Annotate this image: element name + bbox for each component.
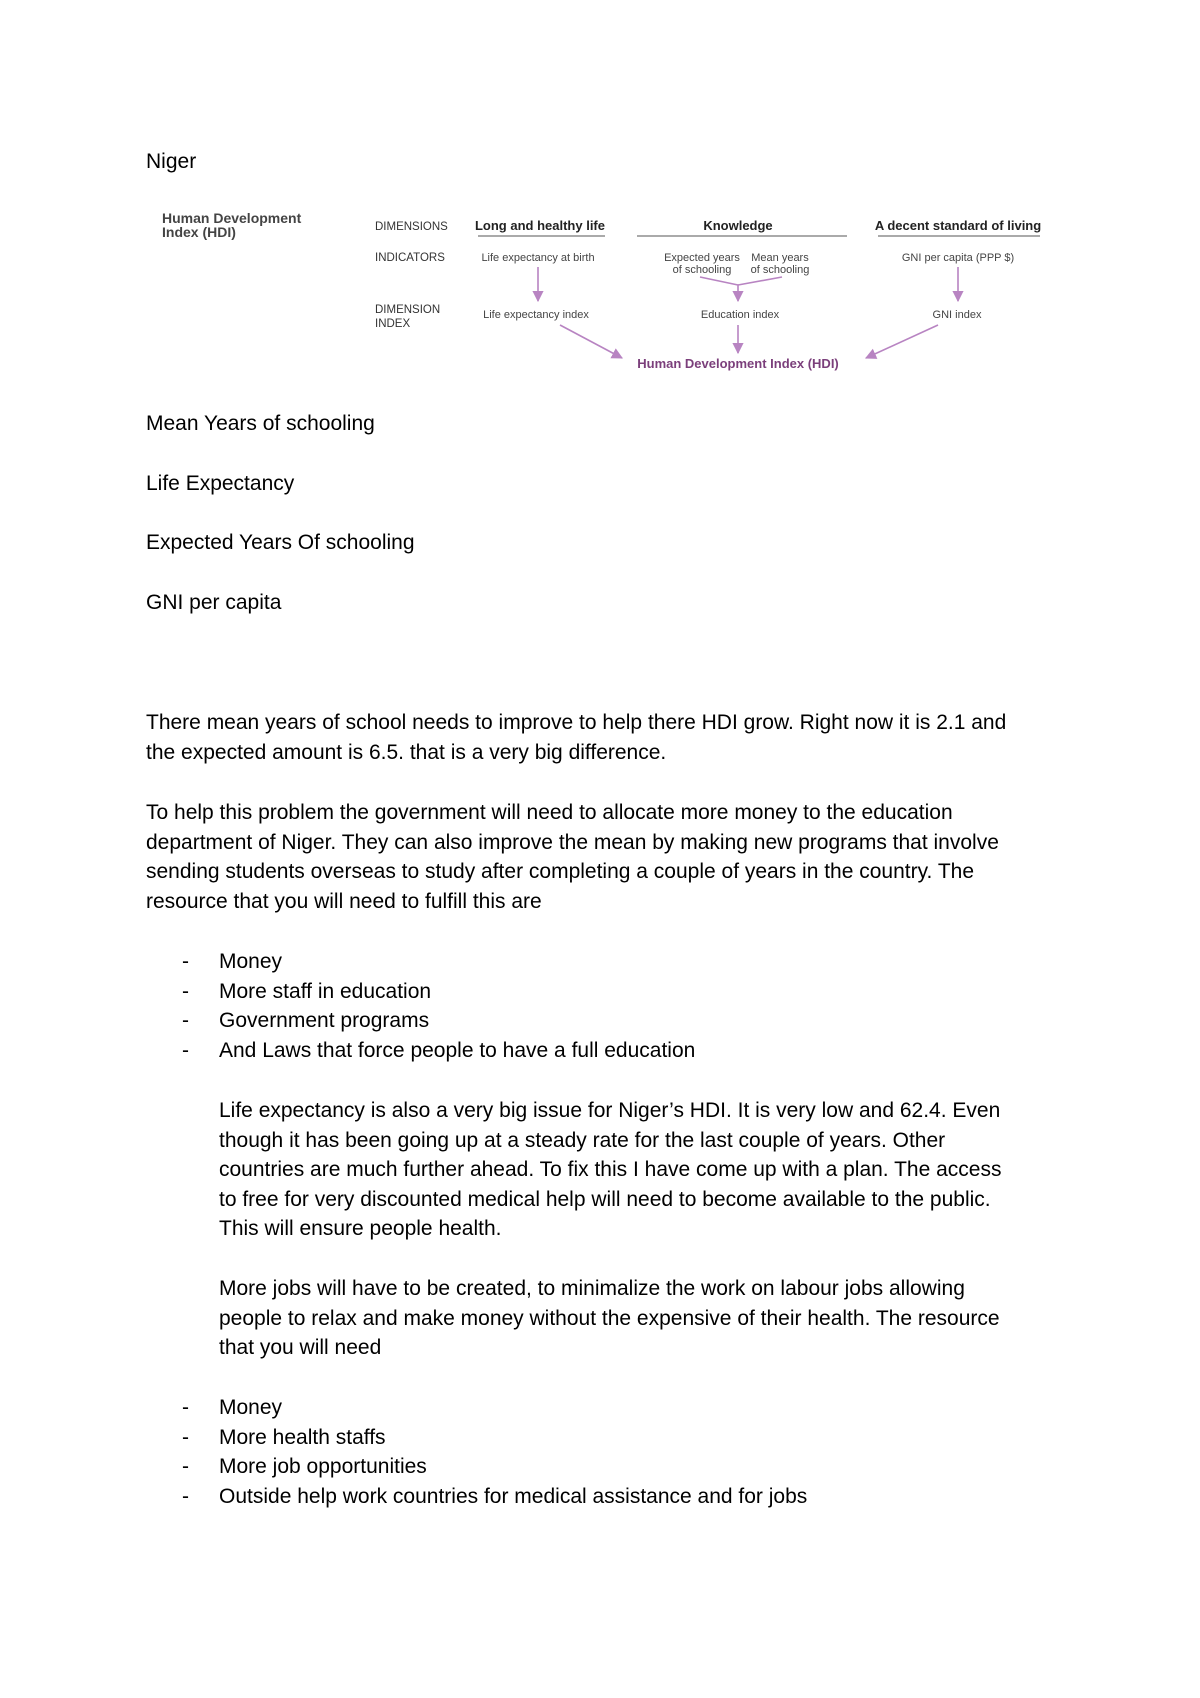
paragraph-line: Life expectancy is also a very big issue for Niger’s HDI. It is very low and 62.4. Even [219,1099,1001,1122]
dimension-standard-of-living: A decent standard of living [874,218,1042,233]
paragraph-line: More jobs will have to be created, to minimalize the work on labour jobs allowing [219,1277,965,1300]
index-life-expectancy: Life expectancy index [483,309,589,321]
indicator-label-list [146,409,415,647]
indicator-expected-years-1: Expected years [664,252,740,264]
bullet-dash: - [182,950,189,973]
row-label-dimension-index-2: INDEX [375,318,411,330]
index-education: Education index [700,309,780,321]
page-title: Niger [146,150,197,173]
row-label-dimension-index-1: DIMENSION [375,304,441,316]
dimension-long-healthy-life: Long and healthy life [474,218,606,233]
index-gni: GNI index [932,309,982,321]
paragraph-life-expectancy [219,1096,1139,1244]
bullet-dash: - [182,1425,189,1449]
label-expected-years: Expected Years Of schooling [146,531,415,554]
dimension-knowledge: Knowledge [703,218,773,233]
arrow-expected-to-index [700,277,738,301]
indicator-mean-years-2: of schooling [750,264,810,276]
paragraph-line: people to relax and make money without the expensive of their health. The resource [219,1306,1000,1330]
bullet-dash: - [182,979,189,1003]
paragraph-line: the expected amount is 6.5. that is a very big difference. [146,740,667,764]
paragraph-line: that you will need [219,1336,382,1359]
paragraph-line: To help this problem the government will need to allocate more money to the education [146,801,953,824]
paragraph-line: resource that you will need to fulfill this are [146,889,542,913]
arrow-mean-to-index [738,277,782,285]
arrow-life-index-to-hdi [560,325,622,358]
paragraph-line: to free for very discounted medical help will need to become available to the public. [219,1187,991,1211]
paragraph-jobs [219,1274,1139,1363]
hdi-title-line1: Human Development [162,210,302,226]
bullet-dash: - [182,1484,189,1508]
arrow-gni-index-to-hdi [866,325,938,358]
paragraph-line: This will ensure people health. [219,1217,502,1240]
paragraph-education-plan [146,798,1066,916]
hdi-result-label: Human Development Index (HDI) [637,356,839,371]
paragraph-line: sending students overseas to study after completing a couple of years in the country. The [146,860,975,883]
paragraph-mean-years [146,708,1066,767]
indicator-expected-years-2: of schooling [672,264,732,276]
label-gni-per-capita: GNI per capita [146,590,282,614]
label-mean-years: Mean Years of schooling [146,412,375,435]
row-label-indicators: INDICATORS [375,252,445,264]
indicator-life-expectancy: Life expectancy at birth [481,252,595,264]
paragraph-line: though it has been going up at a steady rate for the last couple of years. Other [219,1128,946,1152]
indicator-gni: GNI per capita (PPP $) [901,252,1015,264]
label-life-expectancy: Life Expectancy [146,471,295,495]
hdi-title-line2: Index (HDI) [162,224,236,240]
paragraph-line: There mean years of school needs to improve to help there HDI grow. Right now it is 2.1 and [146,711,1007,734]
document-page: Niger Human Development Index (HDI) DIMENSIONS INDICATORS DIMENSION INDEX Long and healthy life Knowledge A decent standard of living Life expectancy at birth Expected years of schooling Mean years of schooling GNI per capita (PPP $) Life expectancy index Education index GNI index Human Development Index (HDI) Mean Years of schooling Life Expectancy Expected Years Of schooling GNI per capita There mean years of school needs to improve to help there HDI grow. Right now it is 2.1 and the expected amount is 6.5. that is a very big difference. To help this problem the government will need to allocate more money to the education department of Niger. They can also improve the mean by making new programs that involve sending students overseas to study after completing a couple of years in the country. The resource that you will need to fulfill this are - Money - More staff in education - Government programs - And Laws that force people to have a full education Life expectancy is also a very big issue for Niger’s HDI. It is very low and 62.4. Even though it has been going up at a steady rate for the last couple of years. Other countries are much further ahead. To fix this I have come up with a plan. The access to free for very discounted medical help will need to become available to the public. This will ensure people health. More jobs will have to be created, to minimalize the work on labour jobs allowing people to relax and make money without the expensive of their health. The resource that you will need - Money - More health staffs - More job opportunities - Outside help work countries for medical assistance and for jobs [0,0,1200,1698]
paragraph-line: department of Niger. They can also improve the mean by making new programs that involve [146,830,999,854]
bullet-dash: - [182,1038,189,1062]
bullet-dash: - [182,1455,189,1478]
hdi-diagram [160,205,1050,375]
paragraph-line: countries are much further ahead. To fix this I have come up with a plan. The access [219,1158,1002,1181]
row-label-dimensions: DIMENSIONS [375,221,448,233]
bullet-dash: - [182,1009,189,1032]
indicator-mean-years-1: Mean years [751,252,809,264]
bullet-dash: - [182,1396,189,1419]
